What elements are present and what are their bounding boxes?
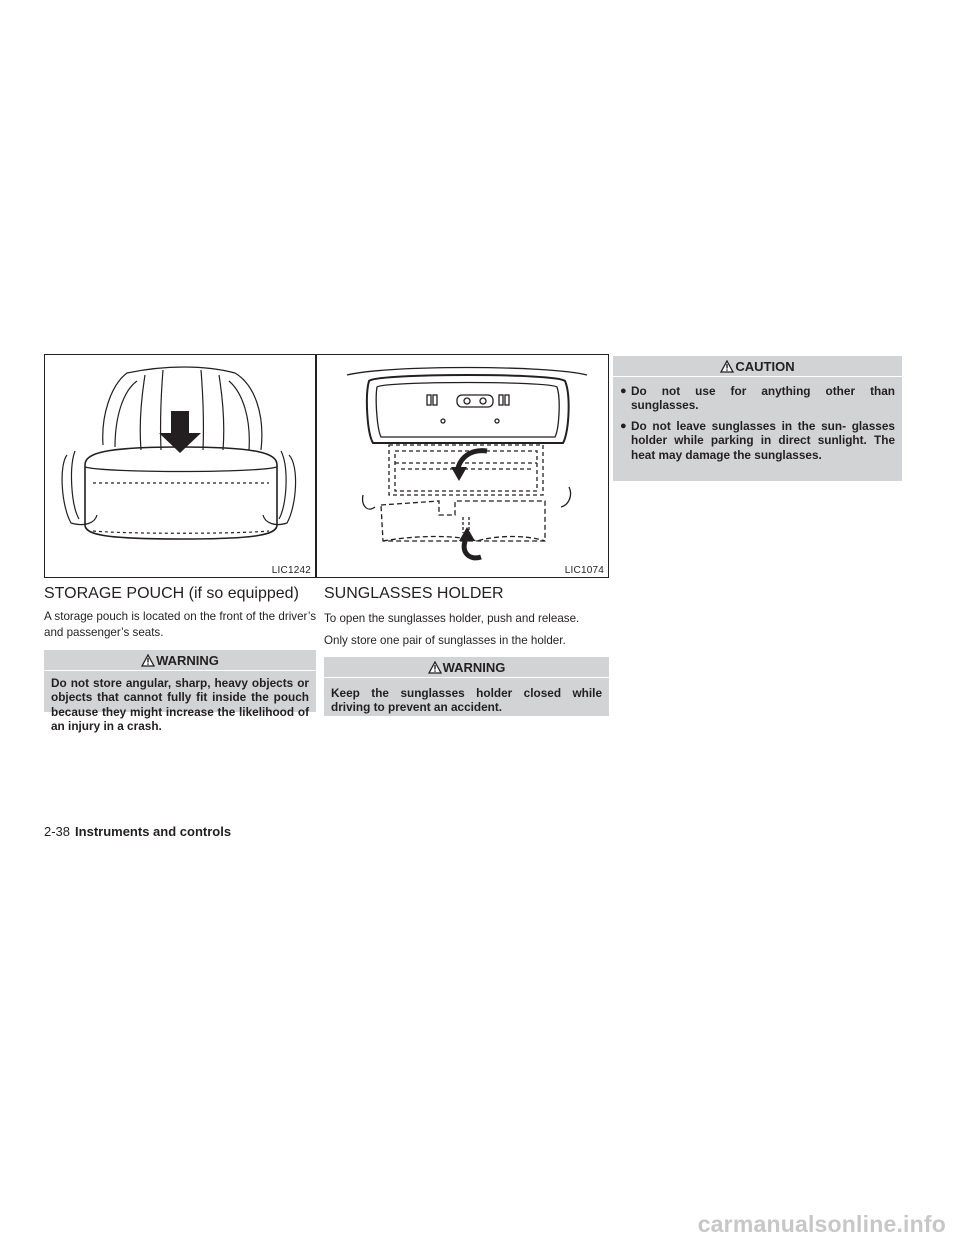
caution-box <box>613 356 902 481</box>
page-number: 2-38 <box>44 824 71 839</box>
caution-list <box>613 377 902 468</box>
warning-text: Do not store angular, sharp, heavy objects or objects that cannot fully fit inside the pouch because they might increase the likelihood of an injury in a crash. <box>51 676 309 734</box>
body-paragraph: Only store one pair of sunglasses in the holder. <box>324 634 566 647</box>
warning-box <box>324 657 609 716</box>
body-paragraph: To open the sunglasses holder, push and release. <box>324 612 580 625</box>
storage-pouch-figure <box>44 354 316 578</box>
figure-code: LIC1074 <box>564 565 604 576</box>
watermark: carmanualsonline.info <box>697 1211 946 1237</box>
warning-triangle-icon <box>428 661 442 674</box>
caution-item-text: Do not use for anything other than sunglasses. <box>631 384 895 413</box>
list-item <box>620 384 895 413</box>
page-footer <box>44 824 231 839</box>
caution-triangle-icon <box>720 360 734 373</box>
warning-header <box>324 657 609 678</box>
section-title: SUNGLASSES HOLDER <box>324 585 504 602</box>
sunglasses-holder-illustration <box>317 355 608 577</box>
warning-label: WARNING <box>156 652 219 668</box>
figure-code: LIC1242 <box>271 565 311 576</box>
caution-item-text: Do not leave sunglasses in the sun- glasses holder while parking in direct sunlight. The heat may damage the sunglasses. <box>631 418 895 462</box>
bullet-icon: ● <box>620 419 627 432</box>
list-item <box>620 419 895 462</box>
warning-box <box>44 650 316 734</box>
sunglasses-holder-figure <box>316 354 609 578</box>
warning-text: Keep the sunglasses holder closed while driving to prevent an accident. <box>331 686 602 715</box>
seat-pouch-illustration <box>45 355 315 577</box>
push-arrow-icon <box>451 451 487 481</box>
caution-label: CAUTION <box>735 358 795 374</box>
chapter-title: Instruments and controls <box>75 824 232 839</box>
bullet-icon: ● <box>620 385 627 397</box>
section-title: STORAGE POUCH (if so equipped) <box>44 585 299 602</box>
warning-triangle-icon <box>141 654 155 667</box>
release-arrow-icon <box>459 527 481 558</box>
warning-label: WARNING <box>442 659 506 675</box>
warning-header <box>44 650 316 671</box>
caution-header <box>613 356 902 377</box>
body-paragraph: A storage pouch is located on the front of the driver’s and passenger’s seats. <box>44 610 316 639</box>
